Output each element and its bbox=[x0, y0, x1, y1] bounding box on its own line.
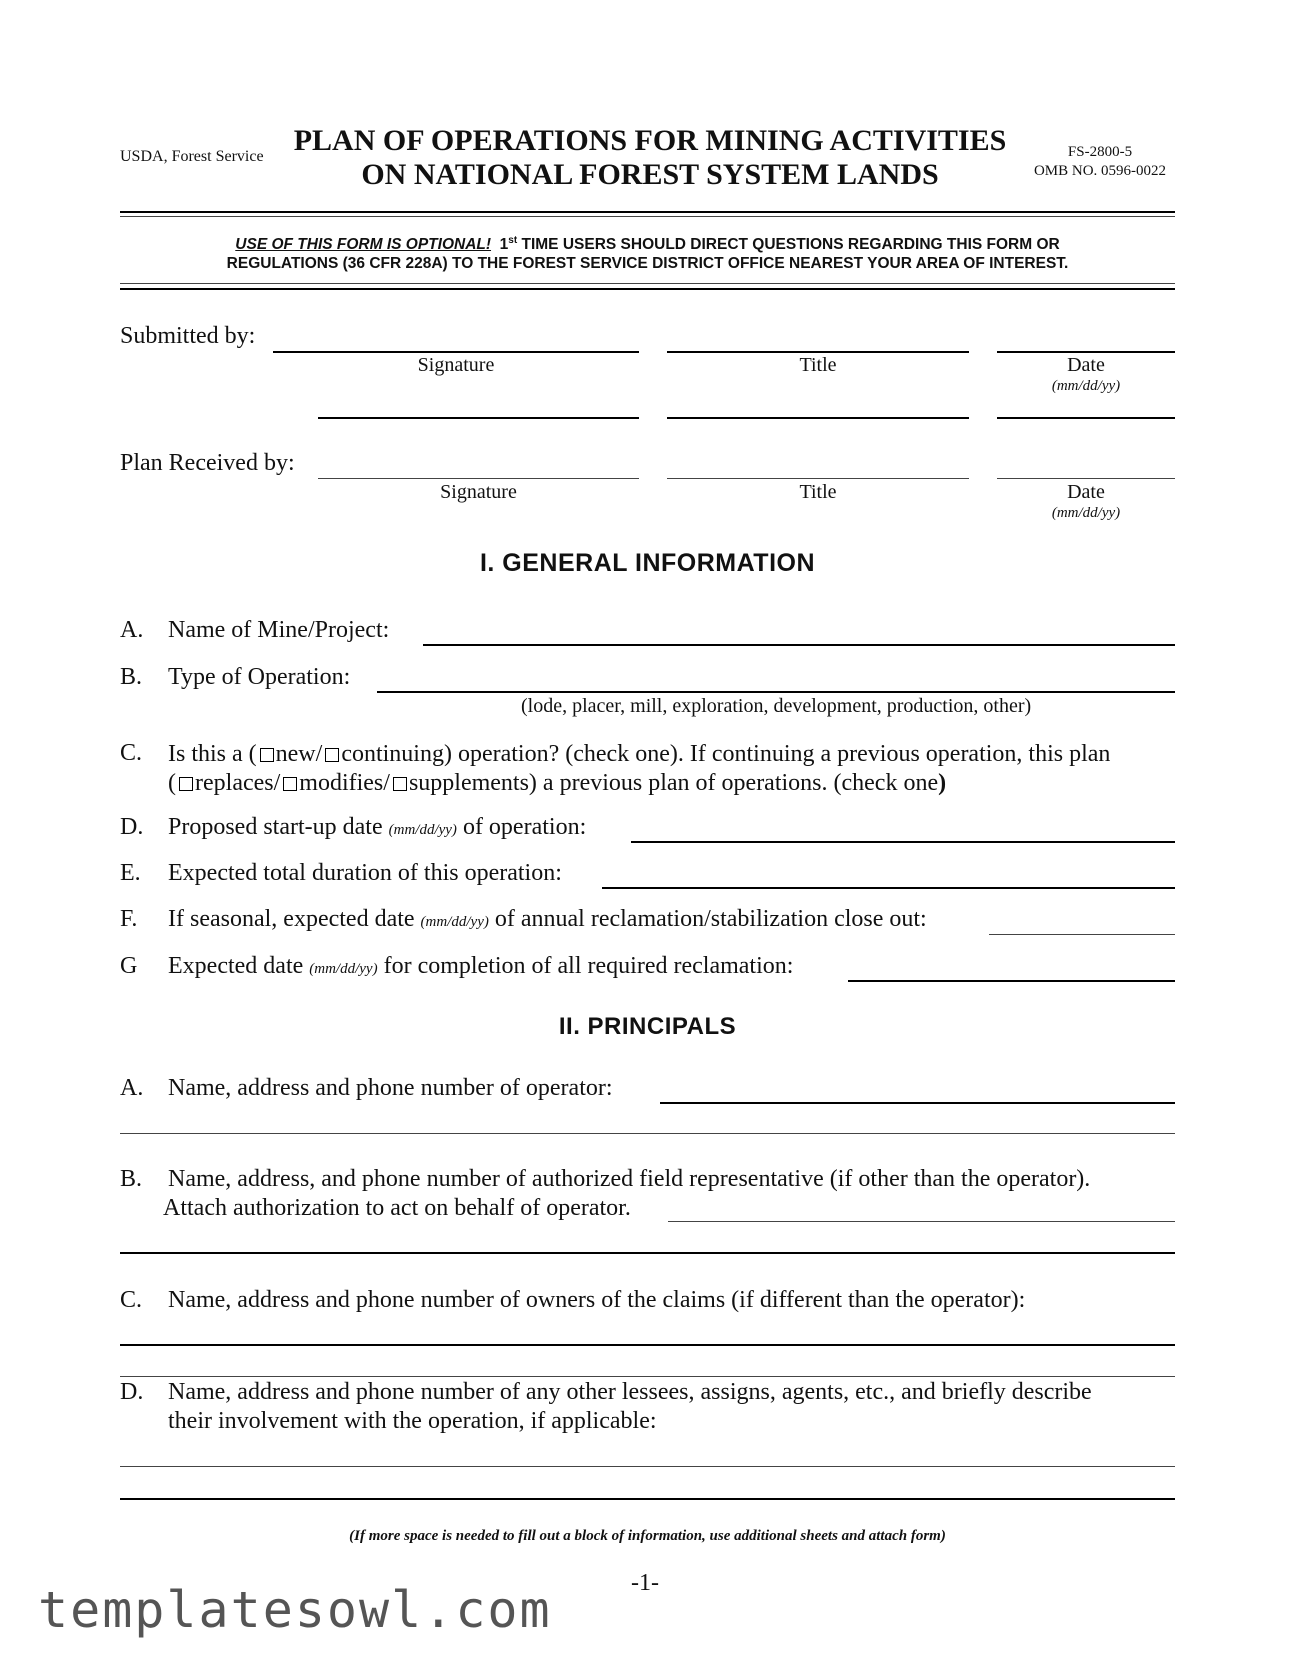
submitted-by-label: Submitted by: bbox=[120, 323, 256, 349]
form-title bbox=[280, 124, 1020, 192]
optional-text: USE OF THIS FORM IS OPTIONAL! bbox=[235, 236, 492, 254]
c-paren: ( bbox=[168, 770, 176, 796]
item-g-letter: G bbox=[120, 953, 138, 979]
form-title-line1: PLAN OF OPERATIONS FOR MINING ACTIVITIES bbox=[293, 124, 1007, 157]
replaces-checkbox[interactable] bbox=[179, 777, 193, 791]
principal-d-letter: D. bbox=[120, 1379, 144, 1405]
lessees-field[interactable] bbox=[120, 1466, 1175, 1467]
reclamation-date-field[interactable] bbox=[848, 980, 1175, 982]
duration-label: Expected total duration of this operation: bbox=[168, 860, 562, 886]
field-rep-field-2[interactable] bbox=[120, 1252, 1175, 1254]
supplements-checkbox[interactable] bbox=[393, 777, 407, 791]
lessees-field-2[interactable] bbox=[120, 1498, 1175, 1500]
operator-field-2[interactable] bbox=[120, 1133, 1175, 1134]
item-e-letter: E. bbox=[120, 860, 141, 886]
operator-label: Name, address and phone number of operator: bbox=[168, 1075, 613, 1101]
section-general-heading: I. GENERAL INFORMATION bbox=[479, 549, 816, 577]
submitted-signature-caption: Signature bbox=[417, 354, 495, 376]
reclamation-date-label bbox=[168, 953, 793, 980]
notice-rule-1 bbox=[120, 283, 1175, 284]
startup-pre: Proposed start-up date bbox=[168, 814, 389, 840]
first-time-suffix: st bbox=[508, 235, 518, 246]
received-date-field[interactable] bbox=[997, 478, 1175, 479]
item-f-letter: F. bbox=[120, 906, 138, 932]
claim-owners-field[interactable] bbox=[120, 1344, 1175, 1346]
submitted-signature-field[interactable] bbox=[273, 351, 639, 353]
new-label: new/ bbox=[275, 741, 323, 767]
startup-format: (mm/dd/yy) bbox=[388, 822, 457, 838]
section-principals-heading: II. PRINCIPALS bbox=[558, 1013, 737, 1040]
duration-field[interactable] bbox=[602, 887, 1175, 889]
submitted-date-caption: Date bbox=[1067, 354, 1105, 376]
notice-line2: REGULATIONS (36 CFR 228A) TO THE FOREST SERVICE DISTRICT OFFICE NEAREST YOUR AREA OF INTEREST. bbox=[226, 255, 1069, 273]
item-d-letter: D. bbox=[120, 814, 144, 840]
reclamation-pre: Expected date bbox=[168, 953, 310, 979]
top-rule-2 bbox=[120, 216, 1175, 217]
received-title-field[interactable] bbox=[667, 478, 969, 479]
lessees-label-line1: Name, address and phone number of any other lessees, assigns, agents, etc., and briefly describe bbox=[168, 1379, 1092, 1405]
mine-name-label: Name of Mine/Project: bbox=[168, 617, 390, 643]
received-signature-caption: Signature bbox=[440, 481, 517, 503]
seasonal-format: (mm/dd/yy) bbox=[420, 914, 489, 930]
optional-notice bbox=[120, 231, 1175, 273]
notice-rule-2 bbox=[120, 288, 1175, 290]
form-number: FS-2800-5 bbox=[1067, 144, 1133, 160]
item-a-letter: A. bbox=[120, 617, 144, 643]
received-by-label: Plan Received by: bbox=[120, 450, 295, 476]
new-checkbox[interactable] bbox=[260, 748, 274, 762]
more-space-note: (If more space is needed to fill out a block of information, use additional sheets and attach form) bbox=[349, 1528, 946, 1544]
form-id-block bbox=[1015, 143, 1185, 181]
submitted-title-caption: Title bbox=[799, 354, 837, 376]
received-date-format: (mm/dd/yy) bbox=[1051, 505, 1121, 521]
submitted-title-field-2[interactable] bbox=[667, 417, 969, 419]
startup-date-label bbox=[168, 814, 586, 841]
seasonal-pre: If seasonal, expected date bbox=[168, 906, 421, 932]
authorization-label: Attach authorization to act on behalf of operator. bbox=[163, 1195, 631, 1221]
first-time-number: 1 bbox=[499, 236, 509, 254]
watermark: templatesowl.com bbox=[38, 1581, 552, 1639]
agency-label: USDA, Forest Service bbox=[120, 148, 264, 165]
continuing-checkbox[interactable] bbox=[325, 748, 339, 762]
c-intro: Is this a ( bbox=[168, 741, 257, 767]
top-rule-1 bbox=[120, 211, 1175, 213]
seasonal-closeout-label bbox=[168, 906, 927, 933]
received-date-caption: Date bbox=[1067, 481, 1105, 503]
field-rep-field[interactable] bbox=[668, 1221, 1175, 1222]
supplements-label: supplements) a previous plan of operations. (check one bbox=[408, 770, 939, 796]
mine-name-field[interactable] bbox=[423, 644, 1175, 646]
startup-post: of operation: bbox=[456, 814, 587, 840]
item-c-letter: C. bbox=[120, 740, 143, 766]
operation-type-hint: (lode, placer, mill, exploration, development, production, other) bbox=[521, 695, 1032, 717]
item-b-letter: B. bbox=[120, 664, 143, 690]
field-rep-label: Name, address, and phone number of authorized field representative (if other than the operator). bbox=[168, 1166, 1091, 1192]
operation-type-label: Type of Operation: bbox=[168, 664, 351, 690]
claim-owners-field-2[interactable] bbox=[120, 1376, 1175, 1377]
received-signature-field[interactable] bbox=[318, 478, 639, 479]
principal-c-letter: C. bbox=[120, 1287, 143, 1313]
notice-line1: TIME USERS SHOULD DIRECT QUESTIONS REGARDING THIS FORM OR bbox=[517, 236, 1060, 254]
principal-b-letter: B. bbox=[120, 1166, 143, 1192]
modifies-label: modifies/ bbox=[299, 770, 390, 796]
page-number: -1- bbox=[631, 1570, 659, 1596]
seasonal-post: of annual reclamation/stabilization close out: bbox=[488, 906, 927, 932]
continuing-label: continuing) operation? (check one). If continuing a previous operation, this plan bbox=[341, 741, 1111, 767]
seasonal-closeout-field[interactable] bbox=[989, 934, 1175, 935]
operator-field[interactable] bbox=[660, 1102, 1175, 1104]
principal-a-letter: A. bbox=[120, 1075, 144, 1101]
startup-date-field[interactable] bbox=[631, 841, 1175, 843]
claim-owners-label: Name, address and phone number of owners of the claims (if different than the operator): bbox=[168, 1287, 1026, 1313]
replaces-label: replaces/ bbox=[195, 770, 281, 796]
submitted-title-field[interactable] bbox=[667, 351, 969, 353]
submitted-date-format: (mm/dd/yy) bbox=[1051, 378, 1121, 394]
submitted-date-field-2[interactable] bbox=[997, 417, 1175, 419]
operation-status-question bbox=[168, 740, 1110, 798]
lessees-label-line2: their involvement with the operation, if applicable: bbox=[168, 1408, 657, 1434]
submitted-signature-field-2[interactable] bbox=[318, 417, 639, 419]
c-close-paren: ) bbox=[938, 770, 947, 796]
omb-number: OMB NO. 0596-0022 bbox=[1033, 163, 1167, 179]
operation-type-field[interactable] bbox=[377, 691, 1175, 693]
modifies-checkbox[interactable] bbox=[283, 777, 297, 791]
reclamation-format: (mm/dd/yy) bbox=[309, 961, 378, 977]
form-title-line2: ON NATIONAL FOREST SYSTEM LANDS bbox=[361, 158, 939, 191]
reclamation-post: for completion of all required reclamation: bbox=[377, 953, 794, 979]
submitted-date-field[interactable] bbox=[997, 351, 1175, 353]
received-title-caption: Title bbox=[799, 481, 837, 503]
